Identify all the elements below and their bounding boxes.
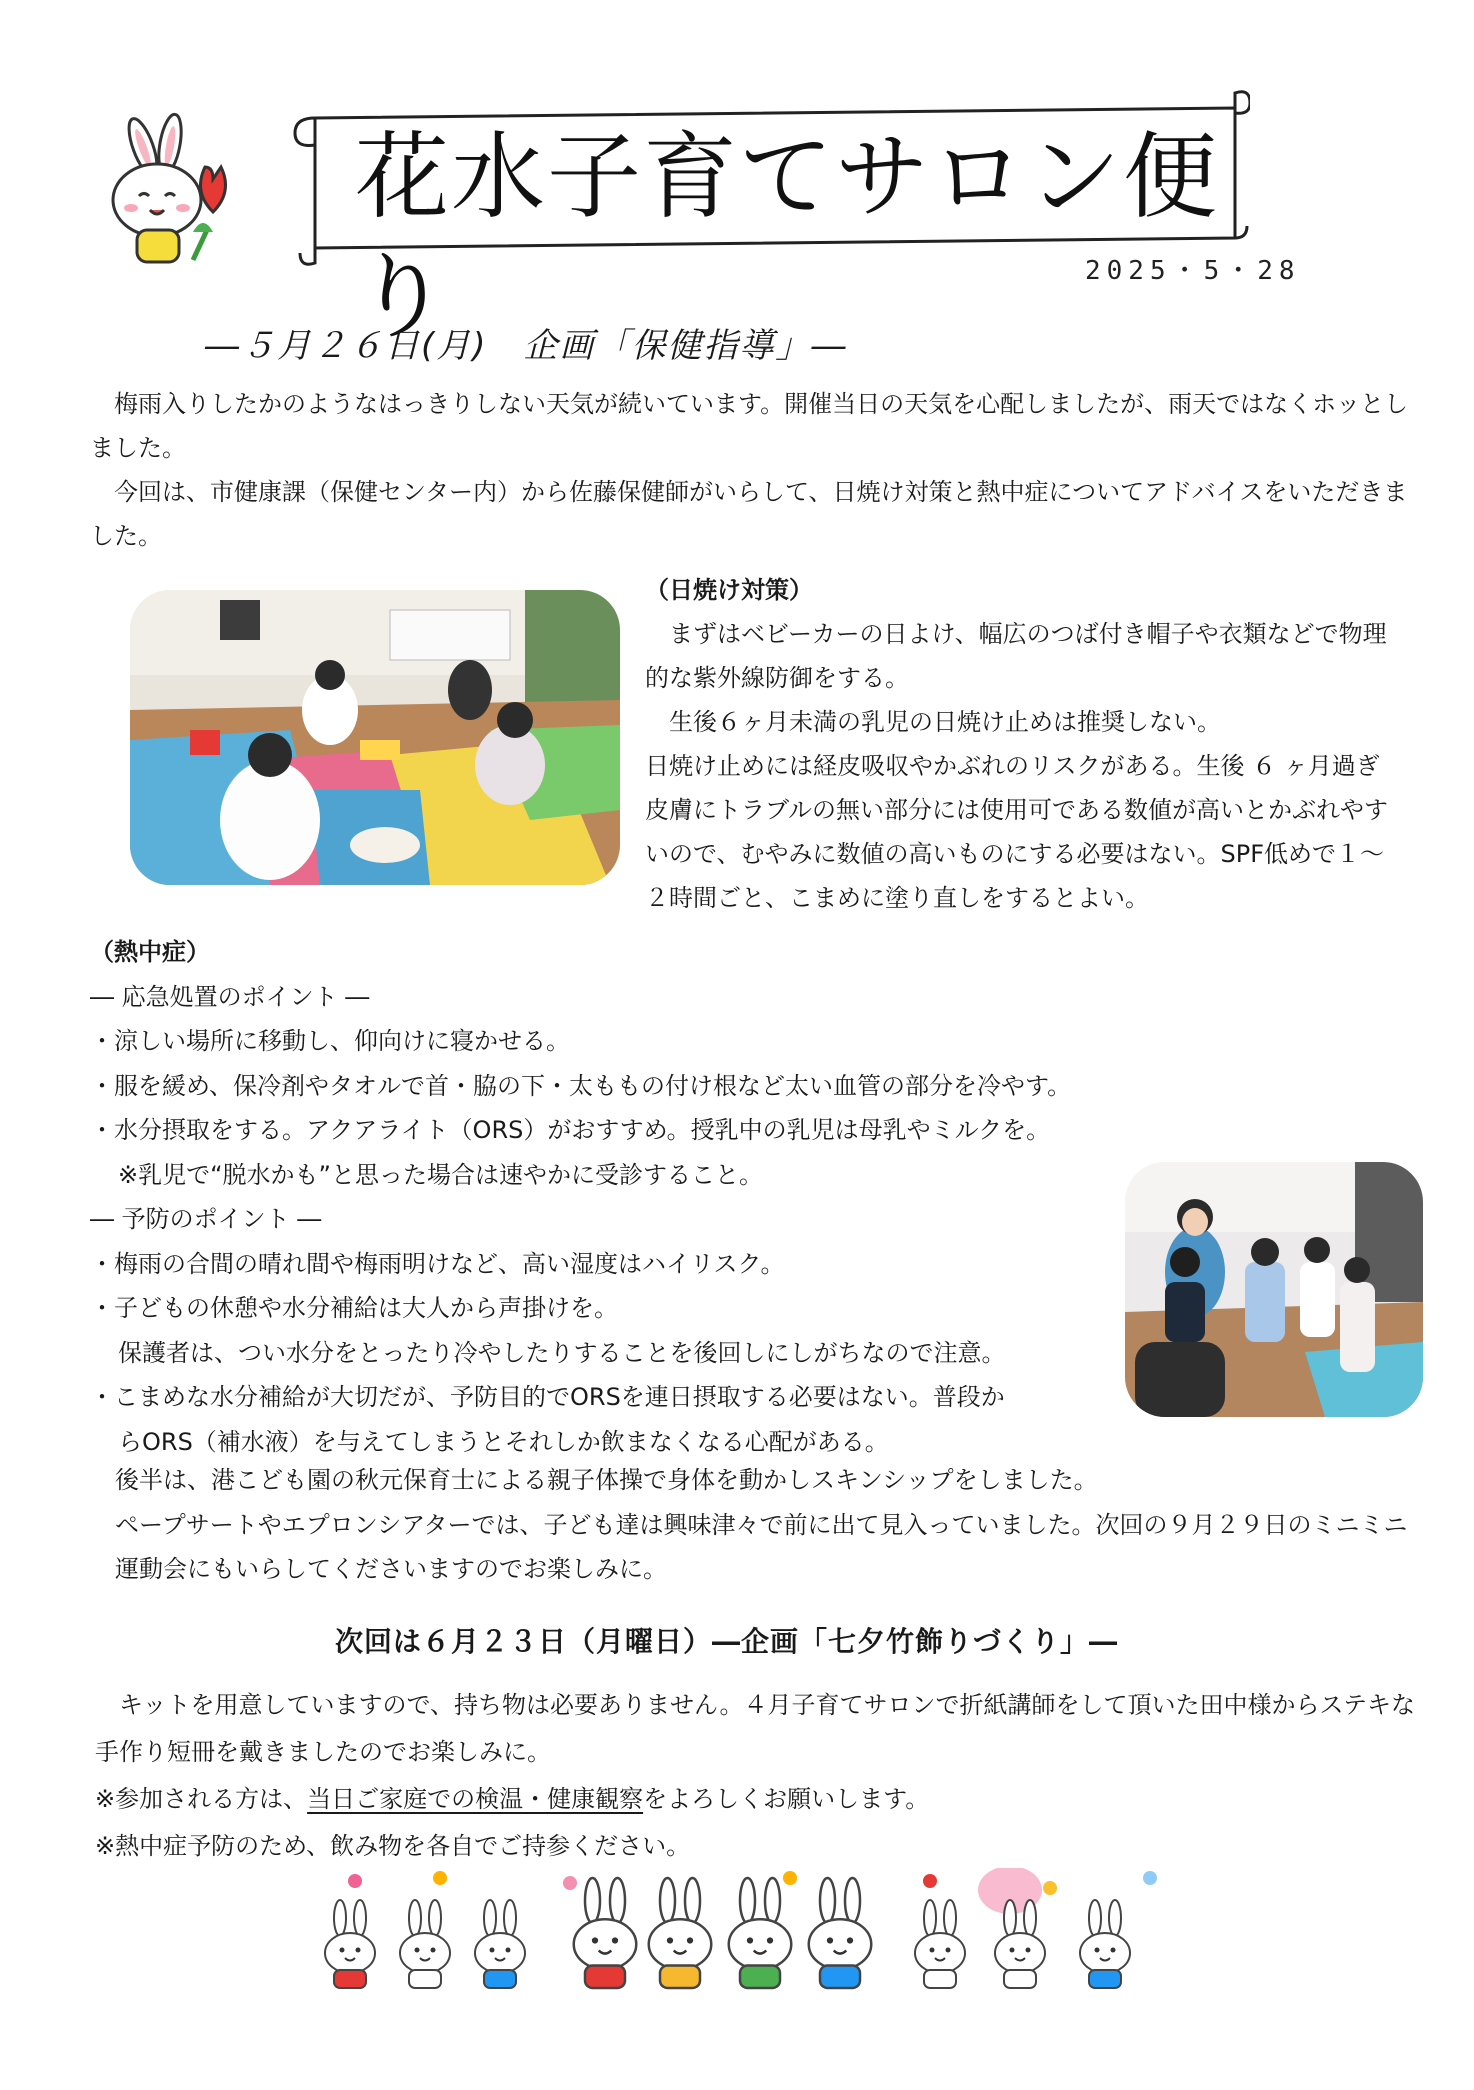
rabbit-icon: [574, 1878, 637, 1988]
sunburn-section: [645, 568, 1395, 920]
rabbit-icon: [1080, 1900, 1130, 1988]
flower-decoration-icon: [923, 1874, 937, 1888]
next-event-note-2: ※熱中症予防のため、飲み物を各自でご持参ください。: [95, 1832, 691, 1860]
parent-child-exercise-photo: [1125, 1162, 1423, 1417]
next-event-section: [95, 1682, 1415, 1870]
flower-decoration-icon: [783, 1871, 797, 1885]
prevention-item-3-line-1: ・こまめな水分補給が大切だが、予防目的でORSを連日摂取する必要はない。普段か: [90, 1383, 1005, 1411]
heatstroke-heading: （熱中症）: [90, 938, 210, 966]
intro-section: [90, 382, 1410, 558]
first-aid-note: ※乳児で“脱水かも”と思った場合は速やかに受診すること。: [118, 1160, 763, 1189]
note-1-underlined: 当日ご家庭での検温・健康観察: [307, 1785, 644, 1813]
flower-decoration-icon: [1043, 1881, 1057, 1895]
first-aid-item-2: ・服を緩め、保冷剤やタオルで首・脇の下・太ももの付け根など太い血管の部分を冷やす。: [90, 1071, 1072, 1100]
next-event-heading: 次回は６月２３日（月曜日）―企画「七夕竹飾りづくり」―: [335, 1625, 1119, 1658]
sunburn-line-3: 日焼け止めには経皮吸収やかぶれのリスクがある。生後 ６ ヶ月過ぎ皮膚にトラブルの無い部分には使用可である数値が高いとかぶれやすいので、むやみに数値の高いものにする必要はない。SPF低めで１～２時間ごと、こまめに塗り直しをするとよい。: [645, 752, 1389, 912]
rabbit-icon: [400, 1900, 450, 1988]
intro-paragraph-2: 今回は、市健康課（保健センター内）から佐藤保健師がいらして、日焼け対策と熱中症についてアドバイスをいただきました。: [90, 478, 1408, 550]
rabbit-icon: [325, 1900, 375, 1988]
prevention-item-1: ・梅雨の合間の晴れ間や梅雨明けなど、高い湿度はハイリスク。: [90, 1249, 785, 1278]
issue-date: 2025・5・28: [1085, 256, 1301, 286]
event-heading: ―５月２６日(月) 企画「保健指導」―: [205, 326, 848, 366]
first-aid-title: ― 応急処置のポイント ―: [90, 982, 370, 1011]
heatstroke-section: [90, 930, 1170, 1464]
flower-decoration-icon: [1143, 1871, 1157, 1885]
rabbits-footer-illustration: [320, 1868, 1160, 2018]
prevention-note: 保護者は、つい水分をとったり冷やしたりすることを後回しにしがちなので注意。: [118, 1338, 1006, 1367]
sunburn-line-1: まずはベビーカーの日よけ、幅広のつば付き帽子や衣類などで物理的な紫外線防御をする。: [645, 620, 1387, 692]
second-half-line-1: 後半は、港こども園の秋元保育士による親子体操で身体を動かしスキンシップをしました。: [115, 1466, 1098, 1494]
rabbit-icon: [649, 1878, 712, 1988]
next-event-note-1: [95, 1776, 1415, 1823]
prevention-item-3-line-2: らORS（補水液）を与えてしまうとそれしか飲まなくなる心配がある。: [118, 1427, 889, 1456]
sunburn-line-2: 生後６ヶ月未満の乳児の日焼け止めは推奨しない。: [669, 708, 1221, 736]
flower-decoration-icon: [433, 1871, 447, 1885]
salon-room-photo: [130, 590, 620, 885]
rabbit-icon: [475, 1900, 525, 1988]
intro-paragraph-1: 梅雨入りしたかのようなはっきりしない天気が続いています。開催当日の天気を心配しましたが、雨天ではなくホッとしました。: [90, 390, 1409, 462]
second-half-line-2: ペープサートやエプロンシアターでは、子ども達は興味津々で前に出て見入っていました。次回の９月２９日のミニミニ運動会にもいらしてくださいますのでお楽しみに。: [115, 1510, 1408, 1583]
rabbit-icon: [729, 1878, 792, 1988]
rabbit-icon: [809, 1878, 872, 1988]
prevention-item-2: ・子どもの休憩や水分補給は大人から声掛けを。: [90, 1294, 618, 1322]
rabbit-tulip-mascot-icon: [95, 112, 270, 272]
note-1-suffix: をよろしくお願いします。: [643, 1785, 930, 1813]
second-half-section: [115, 1458, 1415, 1592]
flower-decoration-icon: [563, 1876, 577, 1890]
next-event-body: キットを用意していますので、持ち物は必要ありません。４月子育てサロンで折紙講師をして頂いた田中様からステキな手作り短冊を戴きましたのでお楽しみに。: [95, 1691, 1415, 1766]
flower-decoration-icon: [348, 1874, 362, 1888]
note-1-prefix: ※参加される方は、: [95, 1785, 308, 1813]
first-aid-item-3: ・水分摂取をする。アクアライト（ORS）がおすすめ。授乳中の乳児は母乳やミルクを。: [90, 1116, 1051, 1144]
prevention-title: ― 予防のポイント ―: [90, 1205, 322, 1233]
newsletter-title: 花水子育てサロン便り: [355, 123, 1220, 352]
rabbit-icon: [915, 1900, 965, 1988]
first-aid-item-1: ・涼しい場所に移動し、仰向けに寝かせる。: [90, 1027, 570, 1055]
sunburn-heading: （日焼け対策）: [645, 576, 813, 604]
